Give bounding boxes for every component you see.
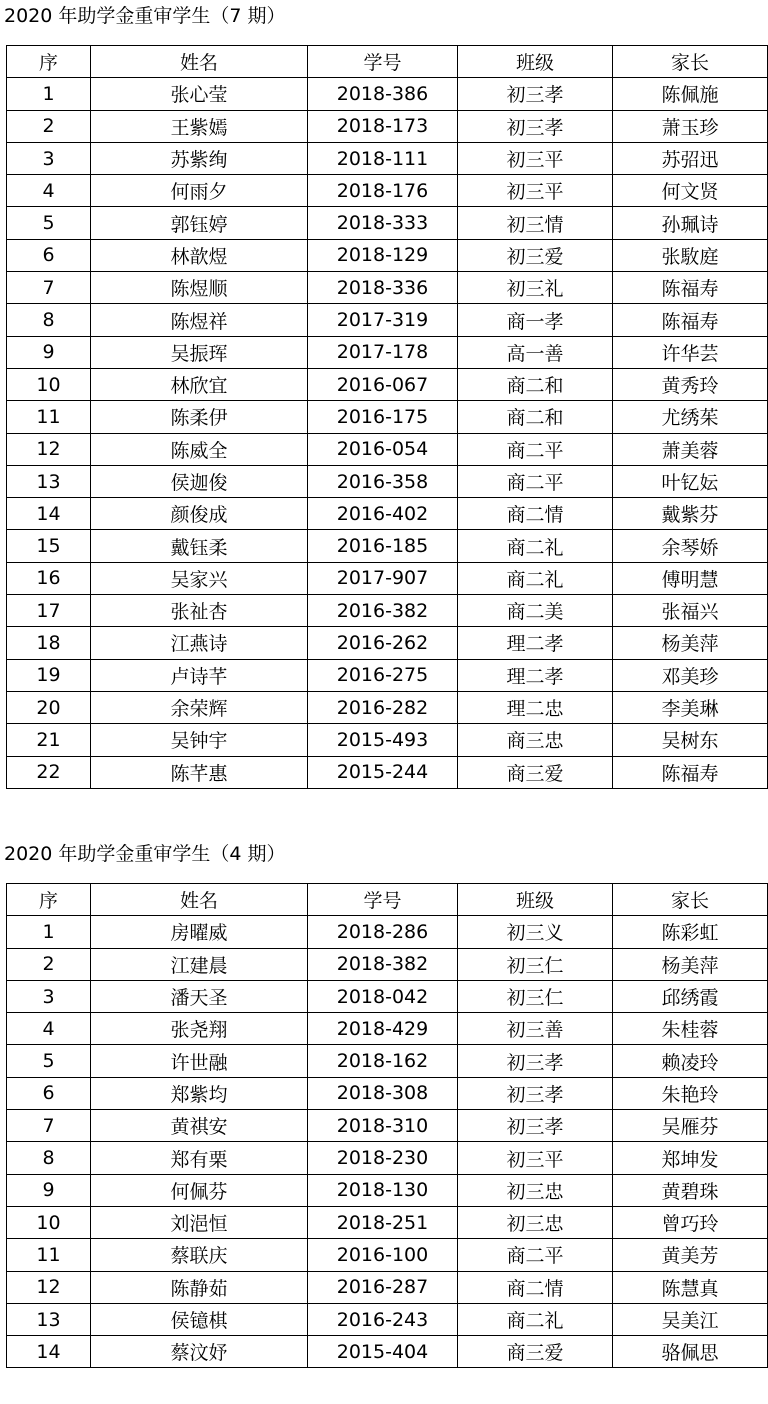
- cell-parent: 杨美萍: [613, 948, 768, 980]
- cell-name: 蔡联庆: [91, 1239, 308, 1271]
- table-row: [7, 756, 768, 788]
- header-class: 班级: [458, 46, 613, 78]
- table-row: [7, 175, 768, 207]
- cell-class: 理二孝: [458, 627, 613, 659]
- cell-student-id: 2018-386: [308, 78, 458, 110]
- cell-student-id: 2018-251: [308, 1206, 458, 1238]
- cell-name: 江燕诗: [91, 627, 308, 659]
- table-row: [7, 1336, 768, 1368]
- cell-name: 苏紫绚: [91, 142, 308, 174]
- table-row: [7, 1013, 768, 1045]
- table-row: [7, 368, 768, 400]
- table-row: [7, 207, 768, 239]
- section-title-4: 2020 年助学金重审学生（4 期）: [4, 843, 286, 865]
- cell-name: 张心莹: [91, 78, 308, 110]
- cell-student-id: 2015-493: [308, 724, 458, 756]
- cell-class: 初三爱: [458, 239, 613, 271]
- cell-seq: 2: [7, 110, 91, 142]
- cell-parent: 李美琳: [613, 691, 768, 723]
- table-row: [7, 1142, 768, 1174]
- cell-student-id: 2018-286: [308, 916, 458, 948]
- cell-student-id: 2016-067: [308, 368, 458, 400]
- cell-class: 商三爱: [458, 1336, 613, 1368]
- header-seq: 序: [7, 884, 91, 916]
- cell-seq: 18: [7, 627, 91, 659]
- cell-name: 陈煜祥: [91, 304, 308, 336]
- cell-student-id: 2016-358: [308, 465, 458, 497]
- cell-parent: 陈福寿: [613, 756, 768, 788]
- cell-name: 江建晨: [91, 948, 308, 980]
- cell-parent: 郑坤发: [613, 1142, 768, 1174]
- table-row: [7, 272, 768, 304]
- cell-name: 张祉杏: [91, 595, 308, 627]
- cell-student-id: 2018-336: [308, 272, 458, 304]
- cell-class: 理二忠: [458, 691, 613, 723]
- header-parent: 家长: [613, 46, 768, 78]
- cell-parent: 朱桂蓉: [613, 1013, 768, 1045]
- cell-student-id: 2015-404: [308, 1336, 458, 1368]
- cell-parent: 吴树东: [613, 724, 768, 756]
- cell-seq: 9: [7, 336, 91, 368]
- cell-student-id: 2016-100: [308, 1239, 458, 1271]
- cell-parent: 吴美江: [613, 1303, 768, 1335]
- cell-seq: 7: [7, 1110, 91, 1142]
- cell-class: 商二平: [458, 1239, 613, 1271]
- cell-class: 商二和: [458, 368, 613, 400]
- cell-class: 商二平: [458, 465, 613, 497]
- cell-parent: 尤绣茱: [613, 401, 768, 433]
- table-row: [7, 691, 768, 723]
- cell-student-id: 2018-333: [308, 207, 458, 239]
- cell-name: 何雨夕: [91, 175, 308, 207]
- cell-seq: 7: [7, 272, 91, 304]
- cell-student-id: 2018-429: [308, 1013, 458, 1045]
- cell-class: 高一善: [458, 336, 613, 368]
- cell-seq: 1: [7, 916, 91, 948]
- cell-name: 颜俊成: [91, 498, 308, 530]
- cell-parent: 黄秀玲: [613, 368, 768, 400]
- cell-seq: 13: [7, 465, 91, 497]
- cell-parent: 陈佩施: [613, 78, 768, 110]
- cell-parent: 陈彩虹: [613, 916, 768, 948]
- cell-parent: 吴雁芬: [613, 1110, 768, 1142]
- cell-student-id: 2016-275: [308, 659, 458, 691]
- cell-student-id: 2015-244: [308, 756, 458, 788]
- students-table-4: [6, 883, 768, 1368]
- cell-class: 商二美: [458, 595, 613, 627]
- cell-name: 郭钰婷: [91, 207, 308, 239]
- cell-name: 陈静茹: [91, 1271, 308, 1303]
- table-row: [7, 530, 768, 562]
- table-row: [7, 1206, 768, 1238]
- cell-name: 陈柔伊: [91, 401, 308, 433]
- cell-name: 林欣宜: [91, 368, 308, 400]
- cell-parent: 傅明慧: [613, 562, 768, 594]
- cell-seq: 5: [7, 207, 91, 239]
- cell-name: 吴家兴: [91, 562, 308, 594]
- cell-student-id: 2016-185: [308, 530, 458, 562]
- cell-name: 侯迦俊: [91, 465, 308, 497]
- cell-parent: 张福兴: [613, 595, 768, 627]
- cell-name: 郑有栗: [91, 1142, 308, 1174]
- students-table-7: [6, 45, 768, 789]
- cell-parent: 孙珮诗: [613, 207, 768, 239]
- cell-seq: 4: [7, 1013, 91, 1045]
- cell-parent: 许华芸: [613, 336, 768, 368]
- cell-seq: 10: [7, 368, 91, 400]
- cell-name: 黄祺安: [91, 1110, 308, 1142]
- cell-seq: 17: [7, 595, 91, 627]
- table-row: [7, 304, 768, 336]
- cell-seq: 6: [7, 239, 91, 271]
- cell-class: 初三孝: [458, 78, 613, 110]
- cell-student-id: 2018-308: [308, 1077, 458, 1109]
- table-row: [7, 142, 768, 174]
- cell-parent: 陈福寿: [613, 272, 768, 304]
- cell-parent: 何文贤: [613, 175, 768, 207]
- cell-name: 郑紫均: [91, 1077, 308, 1109]
- cell-class: 商二礼: [458, 530, 613, 562]
- cell-parent: 黄美芳: [613, 1239, 768, 1271]
- cell-name: 吴钟宇: [91, 724, 308, 756]
- cell-parent: 曾巧玲: [613, 1206, 768, 1238]
- cell-parent: 骆佩思: [613, 1336, 768, 1368]
- cell-class: 商二情: [458, 498, 613, 530]
- cell-student-id: 2018-310: [308, 1110, 458, 1142]
- cell-name: 潘天圣: [91, 980, 308, 1012]
- cell-name: 余荣辉: [91, 691, 308, 723]
- cell-class: 初三仁: [458, 948, 613, 980]
- cell-name: 林歆煜: [91, 239, 308, 271]
- cell-name: 陈煜顺: [91, 272, 308, 304]
- cell-name: 刘浥恒: [91, 1206, 308, 1238]
- cell-class: 初三忠: [458, 1206, 613, 1238]
- cell-name: 吴振珲: [91, 336, 308, 368]
- cell-class: 商三忠: [458, 724, 613, 756]
- cell-student-id: 2016-402: [308, 498, 458, 530]
- table-row: [7, 336, 768, 368]
- cell-name: 房曜威: [91, 916, 308, 948]
- table-row: [7, 1110, 768, 1142]
- cell-student-id: 2016-262: [308, 627, 458, 659]
- cell-parent: 叶钇妘: [613, 465, 768, 497]
- table-row: [7, 916, 768, 948]
- cell-parent: 黄碧珠: [613, 1174, 768, 1206]
- cell-parent: 戴紫芬: [613, 498, 768, 530]
- cell-student-id: 2016-282: [308, 691, 458, 723]
- cell-student-id: 2018-382: [308, 948, 458, 980]
- cell-student-id: 2017-907: [308, 562, 458, 594]
- table-row: [7, 562, 768, 594]
- cell-parent: 陈福寿: [613, 304, 768, 336]
- cell-class: 初三忠: [458, 1174, 613, 1206]
- table-row: [7, 239, 768, 271]
- cell-parent: 余琴娇: [613, 530, 768, 562]
- table-row: [7, 1271, 768, 1303]
- table-row: [7, 724, 768, 756]
- cell-name: 陈芊惠: [91, 756, 308, 788]
- cell-seq: 1: [7, 78, 91, 110]
- cell-seq: 21: [7, 724, 91, 756]
- cell-name: 蔡汶妤: [91, 1336, 308, 1368]
- cell-class: 商一孝: [458, 304, 613, 336]
- cell-parent: 邓美珍: [613, 659, 768, 691]
- section-title-7: 2020 年助学金重审学生（7 期）: [4, 5, 286, 27]
- cell-parent: 杨美萍: [613, 627, 768, 659]
- table-row: [7, 78, 768, 110]
- table-row: [7, 980, 768, 1012]
- cell-name: 许世融: [91, 1045, 308, 1077]
- table-header-row: [7, 46, 768, 78]
- cell-seq: 14: [7, 1336, 91, 1368]
- table-row: [7, 401, 768, 433]
- header-student-id: 学号: [308, 46, 458, 78]
- header-student-id: 学号: [308, 884, 458, 916]
- cell-class: 商二礼: [458, 562, 613, 594]
- cell-seq: 3: [7, 142, 91, 174]
- cell-class: 商三爱: [458, 756, 613, 788]
- cell-parent: 邱绣霞: [613, 980, 768, 1012]
- table-row: [7, 465, 768, 497]
- cell-seq: 14: [7, 498, 91, 530]
- cell-class: 初三平: [458, 175, 613, 207]
- cell-seq: 12: [7, 1271, 91, 1303]
- cell-class: 初三仁: [458, 980, 613, 1012]
- cell-seq: 6: [7, 1077, 91, 1109]
- table-row: [7, 433, 768, 465]
- table-row: [7, 595, 768, 627]
- header-parent: 家长: [613, 884, 768, 916]
- cell-class: 商二情: [458, 1271, 613, 1303]
- table-row: [7, 1303, 768, 1335]
- cell-parent: 萧美蓉: [613, 433, 768, 465]
- cell-parent: 苏弨迅: [613, 142, 768, 174]
- cell-class: 理二孝: [458, 659, 613, 691]
- cell-parent: 朱艳玲: [613, 1077, 768, 1109]
- cell-name: 张尧翔: [91, 1013, 308, 1045]
- cell-student-id: 2018-111: [308, 142, 458, 174]
- cell-seq: 13: [7, 1303, 91, 1335]
- cell-class: 初三礼: [458, 272, 613, 304]
- cell-student-id: 2018-230: [308, 1142, 458, 1174]
- cell-seq: 8: [7, 1142, 91, 1174]
- cell-student-id: 2016-175: [308, 401, 458, 433]
- cell-seq: 12: [7, 433, 91, 465]
- cell-class: 初三孝: [458, 110, 613, 142]
- cell-name: 陈威全: [91, 433, 308, 465]
- cell-student-id: 2018-176: [308, 175, 458, 207]
- cell-class: 商二平: [458, 433, 613, 465]
- header-name: 姓名: [91, 884, 308, 916]
- cell-class: 商二礼: [458, 1303, 613, 1335]
- cell-class: 商二和: [458, 401, 613, 433]
- cell-parent: 萧玉珍: [613, 110, 768, 142]
- cell-class: 初三孝: [458, 1110, 613, 1142]
- table-row: [7, 1174, 768, 1206]
- cell-class: 初三义: [458, 916, 613, 948]
- cell-seq: 2: [7, 948, 91, 980]
- cell-name: 戴钰柔: [91, 530, 308, 562]
- cell-student-id: 2016-243: [308, 1303, 458, 1335]
- cell-name: 王紫嫣: [91, 110, 308, 142]
- cell-seq: 15: [7, 530, 91, 562]
- table-row: [7, 498, 768, 530]
- cell-seq: 11: [7, 401, 91, 433]
- cell-student-id: 2018-130: [308, 1174, 458, 1206]
- cell-seq: 4: [7, 175, 91, 207]
- table-row: [7, 1239, 768, 1271]
- cell-student-id: 2017-319: [308, 304, 458, 336]
- cell-parent: 张駇庭: [613, 239, 768, 271]
- table-row: [7, 1077, 768, 1109]
- cell-student-id: 2016-382: [308, 595, 458, 627]
- cell-seq: 9: [7, 1174, 91, 1206]
- cell-class: 初三善: [458, 1013, 613, 1045]
- table-row: [7, 948, 768, 980]
- header-class: 班级: [458, 884, 613, 916]
- cell-seq: 8: [7, 304, 91, 336]
- table-row: [7, 627, 768, 659]
- table-row: [7, 659, 768, 691]
- cell-class: 初三平: [458, 1142, 613, 1174]
- cell-parent: 陈慧真: [613, 1271, 768, 1303]
- table-header-row: [7, 884, 768, 916]
- cell-class: 初三平: [458, 142, 613, 174]
- cell-class: 初三情: [458, 207, 613, 239]
- cell-class: 初三孝: [458, 1077, 613, 1109]
- cell-seq: 10: [7, 1206, 91, 1238]
- cell-seq: 3: [7, 980, 91, 1012]
- cell-student-id: 2018-042: [308, 980, 458, 1012]
- cell-seq: 19: [7, 659, 91, 691]
- cell-student-id: 2017-178: [308, 336, 458, 368]
- cell-class: 初三孝: [458, 1045, 613, 1077]
- table-row: [7, 110, 768, 142]
- cell-student-id: 2016-287: [308, 1271, 458, 1303]
- cell-seq: 11: [7, 1239, 91, 1271]
- cell-seq: 5: [7, 1045, 91, 1077]
- cell-student-id: 2018-162: [308, 1045, 458, 1077]
- cell-seq: 22: [7, 756, 91, 788]
- cell-parent: 赖凌玲: [613, 1045, 768, 1077]
- cell-seq: 20: [7, 691, 91, 723]
- header-seq: 序: [7, 46, 91, 78]
- table-row: [7, 1045, 768, 1077]
- cell-name: 卢诗芊: [91, 659, 308, 691]
- header-name: 姓名: [91, 46, 308, 78]
- cell-name: 何佩芬: [91, 1174, 308, 1206]
- cell-student-id: 2016-054: [308, 433, 458, 465]
- cell-student-id: 2018-129: [308, 239, 458, 271]
- cell-seq: 16: [7, 562, 91, 594]
- cell-name: 侯镱棋: [91, 1303, 308, 1335]
- cell-student-id: 2018-173: [308, 110, 458, 142]
